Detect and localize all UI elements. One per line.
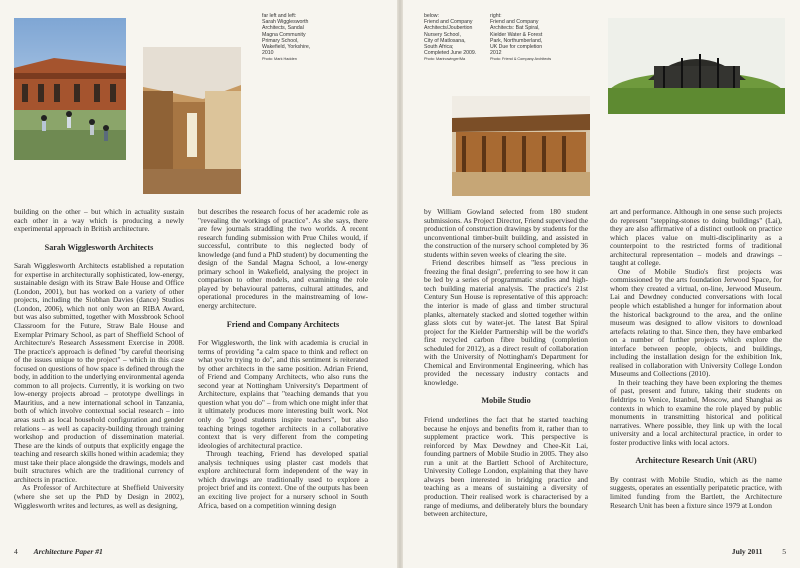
paragraph: Friend underlines the fact that he started teaching because he enjoys and benefits from it, rather than to supplement practice work. This perspective is reinforced by Max Dewdney and Chee-Kit Lai, founding partners of Mobile Studio in 2005. They also run a unit at the Bartlett School of Architecture, University College London, explaining that they have always been interested in bridging practice and teaching as a means of sustaining a diversity of production. Their realised work is characterised by a range of mediums, and deliberately blurs the boundary between architecture, bbox=[424, 415, 588, 519]
paragraph: Friend describes himself as "less precious in freezing the final design", preferring to see how it can be led by a series of programmatic studies and high-tech building material analysis. The practice's 21st Century Sun House is representative of this approach: the interior is made of glass and timber structural planks, alternately stacked and slotted together within glass slots cut by water-jet. The latest Bat Spiral project for the Kielder Partnership will be the world's first recycled carbon fibre building (completion scheduled for 2012), as a direct result of collaboration with the University of Nottingham's Department for Chemical and Environmental Engineering, which has provided the necessary industry contacts and knowledge. bbox=[424, 258, 588, 387]
caption-line: Architects/Joubertion bbox=[424, 25, 473, 32]
school-interior-photo bbox=[143, 47, 241, 194]
caption-right bbox=[490, 13, 570, 63]
caption-line: Park, Northumberland, bbox=[490, 37, 543, 44]
issue-date: July 2011 bbox=[731, 547, 763, 556]
section-heading: Friend and Company Architects bbox=[226, 319, 340, 329]
caption-line: Kielder Water & Forest bbox=[490, 31, 543, 38]
caption-line: UK Due for completion bbox=[490, 44, 543, 51]
caption-line: Wakefield, Yorkshire, bbox=[262, 44, 311, 51]
caption-line: Sarah Wigglesworth bbox=[262, 19, 309, 26]
school-exterior-photo bbox=[14, 18, 126, 160]
caption-line: Friend and Company bbox=[490, 19, 539, 26]
caption-line: South Africa; bbox=[424, 44, 454, 51]
caption-below bbox=[424, 13, 486, 63]
nursery-school-photo bbox=[452, 96, 590, 196]
paragraph: but describes the research focus of her academic role as "revealing the workings of practice". As she says, there are few journals straddling the two worlds. A recent research funding submission with Prue Chiles would, if successful, contribute to this neglected body of knowledge (and fund a PhD student) by documenting the design of the Sandal Magna School, a low-energy primary school in Wakefield, analysing the project in comparison to other models, and examining the role played by behavioural patterns, cultural attitudes, and operational procedures in the mainstreaming of low-energy architecture. bbox=[198, 207, 368, 311]
caption-line: Friend and Company bbox=[424, 19, 473, 26]
page-number: 4 bbox=[14, 547, 18, 556]
paragraph: By contrast with Mobile Studio, which as the name suggests, operates an essentially peripatetic practice, with limited funding from the Bartlett, the Architecture Research Unit has been a fixture since 1979 at London bbox=[610, 474, 782, 510]
section-heading: Mobile Studio bbox=[481, 396, 531, 406]
page-number: 5 bbox=[782, 547, 786, 556]
paragraph: In their teaching they have been exploring the themes of past, present and future, taking their students on fieldtrips to Venice, Istanbul, Moscow, and Shanghai as contexts in which to examine the role played by public monuments in transmitting historical and political narratives. Where possible, they link up with the local university and a local architectural practice, in order to foster productive links with local actors. bbox=[610, 377, 782, 447]
caption-line: Magna Community bbox=[262, 31, 306, 38]
caption-line: right: bbox=[490, 13, 502, 19]
footer-left bbox=[14, 547, 103, 556]
caption-line: Architects: Bat Spiral, bbox=[490, 25, 540, 32]
caption-line: 2010 bbox=[262, 50, 274, 57]
gutter bbox=[397, 0, 403, 568]
bat-spiral-photo bbox=[608, 18, 785, 114]
paragraph: Sarah Wigglesworth Architects established a reputation for expertise in architecturally sophisticated, low-energy, sustainable design with its Straw Bale House and Office (London, 2001), but has worked on a variety of other projects, including the Siobhan Davies (dance) Studios (London, 2006), which not only won an RIBA Award, but was also submitted, together with Mossbrook School Classroom for the Future, Straw Bale House and Exemplar Primary School, as part of Sheffield School of Architecture's Research Assessment Exercise in 2008. The practice's approach is defined "by careful theorising of the issues unique to the project" – which in this case focused on questions of how space is defined through the body, in addition to the underlying environmental agenda common to all projects. Currently, it is working on two low-energy projects abroad – prototype dwellings in Mauritius, and a new international school in Tanzania, both of which involve contextual social research – into areas such as local household configuration and gender relations – as well as capacity-building through training workshop and production of dissemination material. These are the kinds of outputs that explicitly engage the teaching and research skills honed within academia; they must take their place alongside the drawings, models and built structures which are the traditional currency of architects in practice. bbox=[14, 261, 184, 484]
text-column-3 bbox=[424, 208, 588, 519]
caption-left bbox=[262, 13, 342, 63]
paragraph: by William Gowland selected from 180 student submissions. As Project Director, Friend supervised the production of construction drawings by students for the unconventional timber-built building, and assisted in the construction of the nursery school completed by 36 students within seven weeks of clearing the site. bbox=[424, 207, 589, 259]
footer-right bbox=[732, 547, 786, 556]
publication-title: Architecture Paper #1 bbox=[33, 547, 103, 556]
caption-line: below: bbox=[424, 13, 439, 19]
section-heading: Architecture Research Unit (ARU) bbox=[635, 456, 757, 466]
paragraph: building on the other – but which in actuality sustain each other in a way which is producing a newly experimental approach in British architecture. bbox=[14, 207, 184, 234]
paragraph: For Wigglesworth, the link with academia is crucial in terms of providing "a calm space to think and reflect on what you're trying to do", and this sentiment is reiterated by other architects in the same position. Adrian Friend, of Friend and Company Architects, who also runs the second year at Nottingham University's Department of Architecture, explains that "teaching demands that you question what you do" – from which one might infer that it ultimately produces more interesting built work. Not only do "good students inspire teachers", but also teaching brings together architects in a collaborative context that is very different from the competing ideologies of architectural practice. bbox=[198, 338, 368, 450]
caption-line: Photo: Friend & Company Architects bbox=[490, 57, 552, 62]
text-column-1 bbox=[14, 208, 184, 510]
paragraph: As Professor of Architecture at Sheffield University (where she set up the PhD by Design in 2002), Wigglesworth writes and lectures, as well as designing, bbox=[14, 483, 184, 510]
section-heading: Sarah Wigglesworth Architects bbox=[44, 242, 154, 252]
caption-line: Primary School, bbox=[262, 37, 299, 44]
text-column-2 bbox=[198, 208, 368, 510]
caption-line: Architects, Sandal bbox=[262, 25, 304, 32]
paragraph: art and performance. Although in one sense such projects do represent "stepping-stones to doing buildings" (Lai), they are also affirmative of a distinct outlook on practice which places value on multi-disciplinarity as a counterpoint to the restricted forms of traditional architectural representation – models and drawings – taught at college. bbox=[610, 207, 782, 268]
paragraph: One of Mobile Studio's first projects was commissioned by the arts foundation Jerwood Space, for whom they created a virtual, on-line, Jerwood Museum. Lai and Dewdney conducted conversations with local people which established a hunger for information about the historical background to the area, and the online museum was designed to allow visitors to download artefacts relating to that. Since then, they have embarked on a number of further projects which explore the interface between people, objects, and buildings, including the installation design for the exhibition Ink, realised in collaboration with University College London Museums and Collections (2010). bbox=[610, 266, 782, 379]
caption-line: Photo: Mark Hadden bbox=[262, 57, 297, 62]
caption-line: 2012 bbox=[490, 50, 502, 57]
caption-line: Photo: Marinowinger/Ma bbox=[424, 57, 466, 62]
caption-line: Nursery School, bbox=[424, 31, 461, 38]
paragraph: Through teaching, Friend has developed spatial analysis techniques using plaster cast models that explore architectural form independent of the way in which drawings are traditionally used to explore a project brief and its context. One of the outputs has been an exciting live project for a nursery school in South Africa, based on a competition winning design bbox=[198, 449, 368, 510]
text-column-4 bbox=[610, 208, 782, 510]
caption-line: Completed June 2009. bbox=[424, 50, 477, 57]
caption-line: City of Matlosana, bbox=[424, 37, 466, 44]
caption-line: far left and left: bbox=[262, 13, 297, 19]
